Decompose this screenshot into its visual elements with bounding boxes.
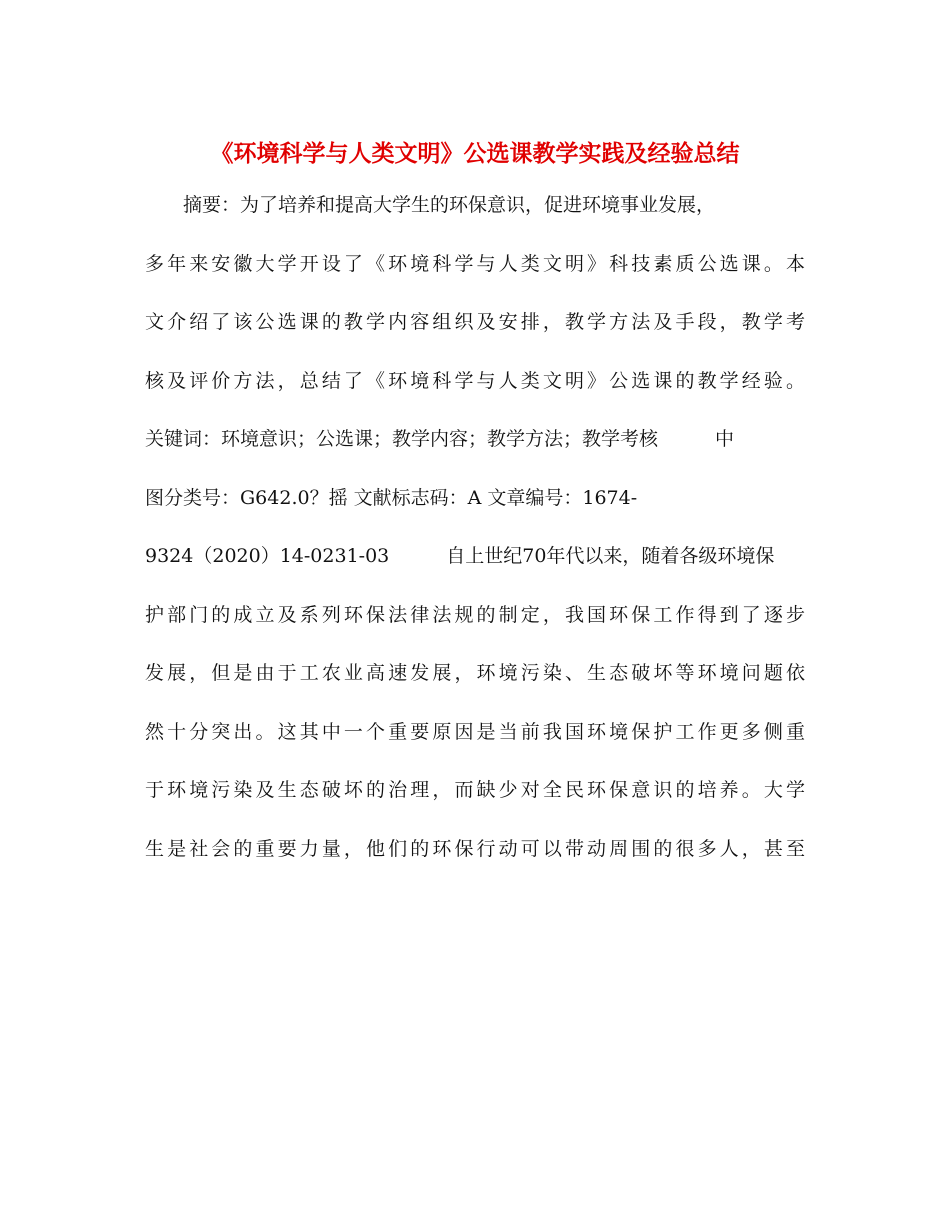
text-line-4: 核及评价方法，总结了《环境科学与人类文明》公选课的教学经验。 xyxy=(145,369,805,392)
document-title: 《环境科学与人类文明》公选课教学实践及经验总结 xyxy=(210,141,740,167)
text-line-11: 于环境污染及生态破坏的治理，而缺少对全民环保意识的培养。大学 xyxy=(145,779,805,801)
text-line-6: 图分类号：G642.0？摇 文献标志码：A 文章编号：1674- xyxy=(145,486,638,509)
text-line-7: 9324（2020）14-0231-03 自上世纪70年代以来，随着各级环境保 xyxy=(145,545,775,567)
text-line-1: 摘要：为了培养和提高大学生的环保意识，促进环境事业发展， xyxy=(183,194,716,216)
text-line-10: 然十分突出。这其中一个重要原因是当前我国环境保护工作更多侧重 xyxy=(145,720,805,743)
text-line-12: 生是社会的重要力量，他们的环保行动可以带动周围的很多人，甚至 xyxy=(145,837,805,860)
document-body xyxy=(145,188,805,890)
text-line-9: 发展，但是由于工农业高速发展，环境污染、生态破坏等环境问题依 xyxy=(145,662,805,684)
text-line-8: 护部门的成立及系列环保法律法规的制定，我国环保工作得到了逐步 xyxy=(145,603,805,626)
text-line-5: 关键词：环境意识；公选课；教学内容；教学方法；教学考核 中 xyxy=(145,428,735,450)
text-line-2: 多年来安徽大学开设了《环境科学与人类文明》科技素质公选课。本 xyxy=(145,252,805,275)
text-line-3: 文介绍了该公选课的教学内容组织及安排，教学方法及手段，教学考 xyxy=(145,311,805,333)
